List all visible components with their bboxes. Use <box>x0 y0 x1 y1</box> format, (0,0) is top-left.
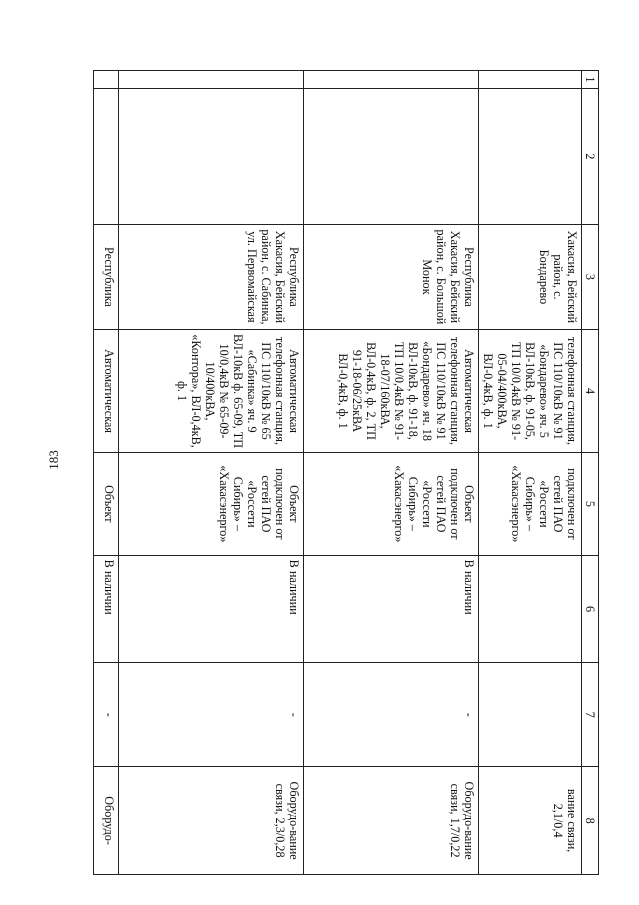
table-cell <box>479 88 582 224</box>
table-cell: Оборудо- <box>94 767 119 875</box>
page-number: 183 <box>45 450 61 470</box>
table-cell: Автоматическая <box>94 330 119 453</box>
table-cell: Хакасия, Бейский район, с. Бондарево <box>479 224 582 329</box>
table-cell: В наличии <box>304 555 479 663</box>
table-cell: Республика <box>94 224 119 329</box>
column-header: 8 <box>582 767 599 875</box>
column-header: 1 <box>582 71 599 89</box>
table-cell <box>479 71 582 89</box>
table-row <box>119 71 304 875</box>
table-cell: - <box>304 663 479 767</box>
table-cell: телефонная станция, ПС 110/10кВ № 91 «Бондарево» яч. 5 ВЛ-10кВ, ф. 91-05, ТП 10/0,4кВ № 91-05-04/400кВА, ВЛ-0,4кВ, ф. 1 <box>479 330 582 453</box>
table-cell: Объект подключен от сетей ПАО «Россети Сибирь» – «Хакасэнерго» <box>304 453 479 556</box>
table-row <box>479 71 582 875</box>
table-cell <box>94 88 119 224</box>
table-row <box>94 71 119 875</box>
table-cell <box>119 88 304 224</box>
rotated-table-sheet <box>94 70 599 875</box>
table-cell: Объект <box>94 453 119 556</box>
table-row <box>304 71 479 875</box>
column-header: 4 <box>582 330 599 453</box>
table-cell <box>304 88 479 224</box>
table-cell: - <box>94 663 119 767</box>
infrastructure-table <box>93 70 599 875</box>
table-cell: В наличии <box>119 555 304 663</box>
column-header: 6 <box>582 555 599 663</box>
table-cell <box>479 663 582 767</box>
table-cell <box>119 71 304 89</box>
table-cell: Автоматическая телефонная станция, ПС 110/10кВ № 91 «Бондарево» яч. 18 ВЛ-10кВ, ф. 91-18, ТП 10/0,4кВ № 91-18-07/160кВА, ВЛ-0,4кВ, ф. 2, ТП 91-18-06/25кВА ВЛ-0,4кВ, ф. 1 <box>304 330 479 453</box>
table-cell: Оборудо-вание связи, 2,3/0,28 <box>119 767 304 875</box>
table-cell: вание связи, 2,1/0,4 <box>479 767 582 875</box>
table-cell: подключен от сетей ПАО «Россети Сибирь» – «Хакасэнерго» <box>479 453 582 556</box>
table-cell: Республика Хакасия, Бейский район, с. Большой Монок <box>304 224 479 329</box>
column-header: 3 <box>582 224 599 329</box>
table-cell <box>304 71 479 89</box>
table-cell: - <box>119 663 304 767</box>
table-cell <box>479 555 582 663</box>
column-header: 2 <box>582 88 599 224</box>
table-cell: В наличии <box>94 555 119 663</box>
column-header: 7 <box>582 663 599 767</box>
table-cell: Оборудо-вание связи, 1,7/0,22 <box>304 767 479 875</box>
table-cell <box>94 71 119 89</box>
table-cell: Автоматическая телефонная станция, ПС 110/10кВ № 65 «Сабинка» яч. 9 ВЛ-10кВ ф. 65-09, ТП 10/0,4кВ № 65-09-10/400кВА, «Контора», ВЛ-0,4кВ, ф. 1 <box>119 330 304 453</box>
table-cell: Республика Хакасия, Бейский район, с. Сабинка, ул. Первомайская <box>119 224 304 329</box>
column-header: 5 <box>582 453 599 556</box>
table-cell: Объект подключен от сетей ПАО «Россети Сибирь» – «Хакасэнерго» <box>119 453 304 556</box>
header-row <box>582 71 599 875</box>
